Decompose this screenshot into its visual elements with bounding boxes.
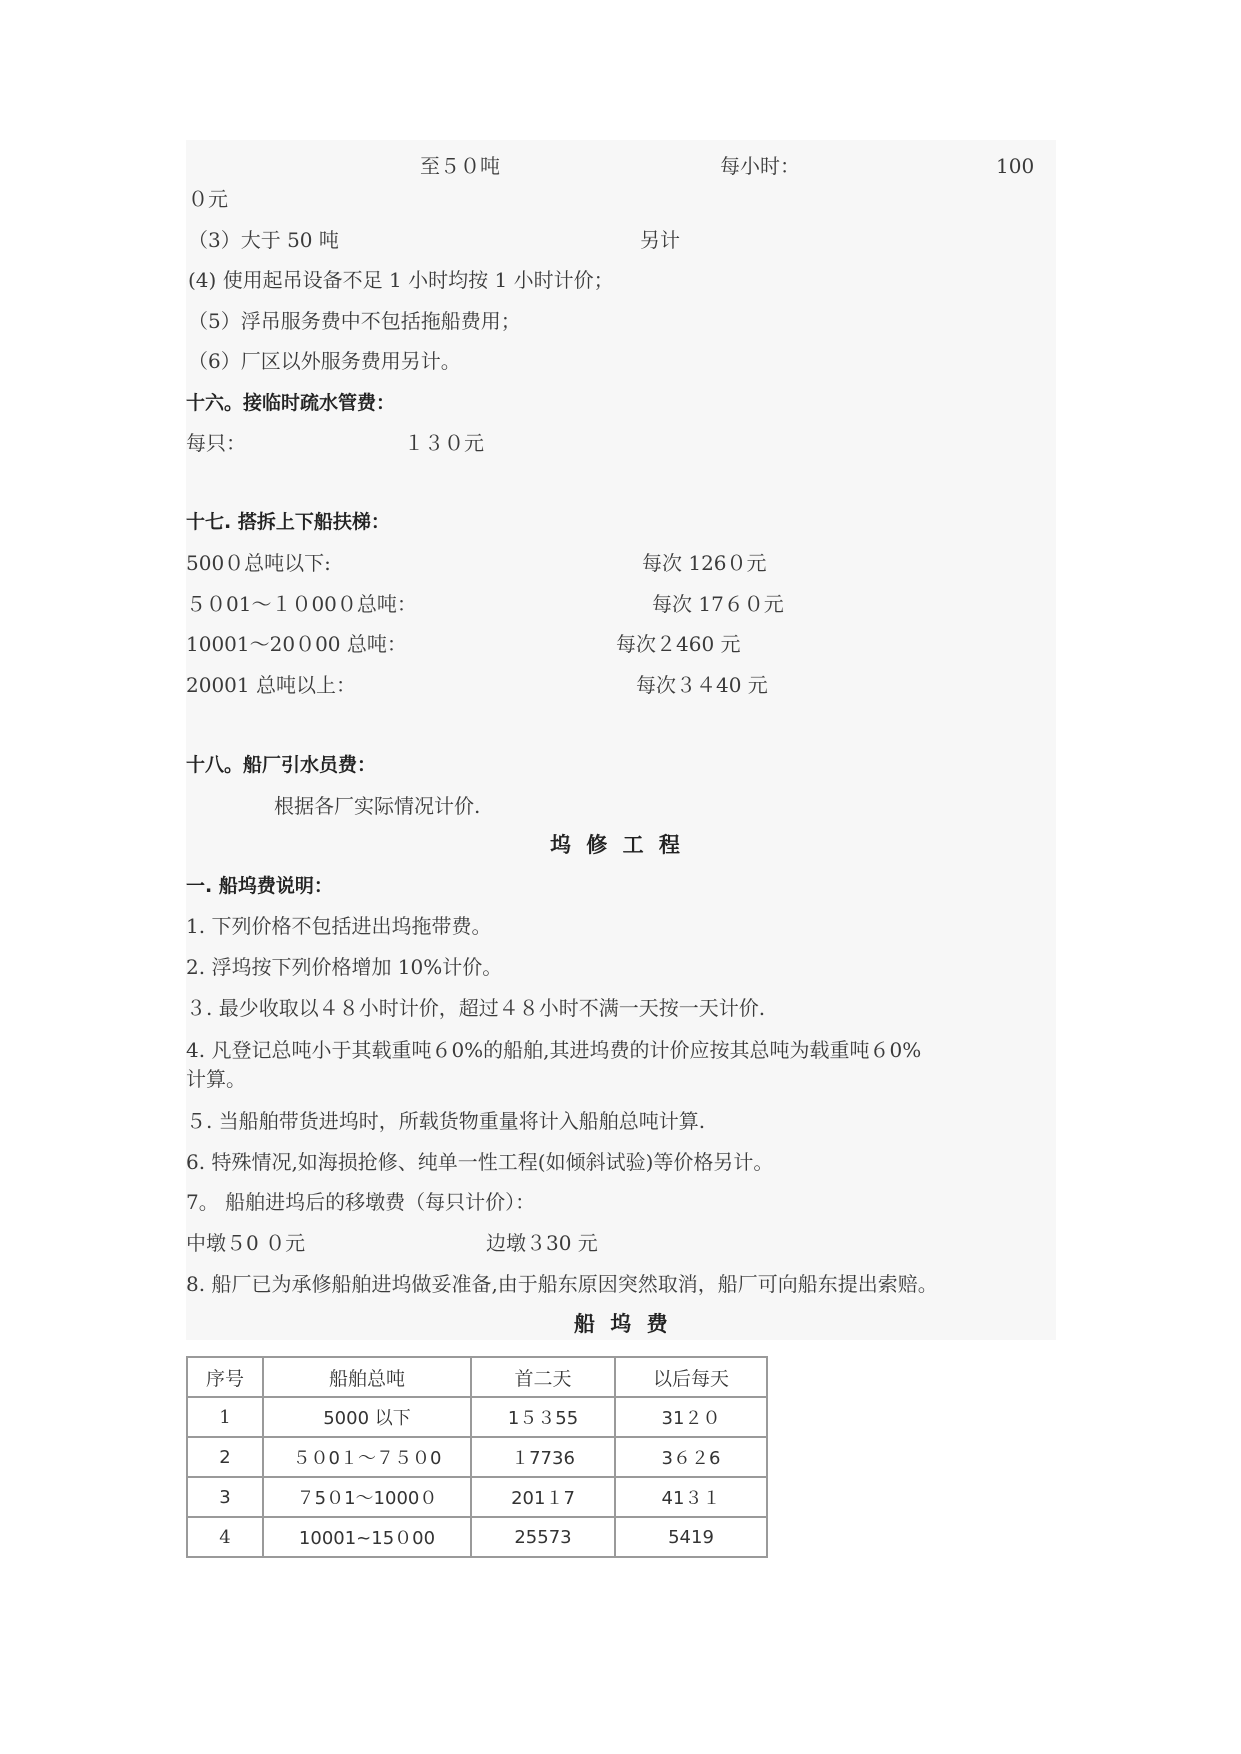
- cell-tonnage: 5000 以下: [263, 1397, 471, 1437]
- dock-fee-table-title: 船 坞 费: [574, 1312, 672, 1336]
- pilot-fee-note: 根据各厂实际情况计价.: [274, 794, 481, 818]
- cell-first-two-days: 1５３55: [471, 1397, 615, 1437]
- cell-each-day-after: 5419: [615, 1517, 767, 1557]
- cell-first-two-days: 25573: [471, 1517, 615, 1557]
- note-6: 6. 特殊情况,如海损抢修、纯单一性工程(如倾斜试验)等价格另计。: [186, 1150, 774, 1174]
- crane-line-to-50t: 至５０吨: [420, 154, 500, 178]
- crane-per-hour-label: 每小时：: [720, 154, 800, 178]
- side-block-fee: 边墩３30 元: [486, 1231, 598, 1255]
- cell-tonnage: ５０0１～７５０0: [263, 1437, 471, 1477]
- col-header-each-day-after: 以后每天: [615, 1357, 767, 1397]
- ladder-tier-3-price: 每次２460 元: [616, 632, 741, 656]
- dock-fee-explanation-heading: 一. 船坞费说明：: [186, 875, 333, 897]
- ladder-tier-2-price: 每次 17６０元: [652, 592, 784, 616]
- item-4: (4) 使用起吊设备不足 1 小时均按 1 小时计价；: [188, 268, 614, 292]
- cell-seq: 4: [187, 1517, 263, 1557]
- table-row: [187, 1437, 767, 1477]
- ladder-tier-1: 500０总吨以下:: [186, 551, 331, 575]
- cell-seq: 2: [187, 1437, 263, 1477]
- drain-pipe-label: 每只：: [186, 431, 246, 455]
- note-7: 7。 船舶进坞后的移墩费（每只计价）：: [186, 1190, 536, 1214]
- cell-seq: 3: [187, 1477, 263, 1517]
- cell-tonnage: 10001~15０00: [263, 1517, 471, 1557]
- ladder-tier-3: 10001～20０00 总吨：: [186, 632, 407, 656]
- crane-price-part1: 100: [996, 154, 1035, 178]
- table-row: [187, 1397, 767, 1437]
- section-18-heading: 十八。船厂引水员费：: [186, 754, 377, 776]
- section-17-heading: 十七. 搭拆上下船扶梯：: [186, 511, 390, 533]
- note-1: 1. 下列价格不包括进出坞拖带费。: [186, 914, 492, 938]
- cell-first-two-days: １7736: [471, 1437, 615, 1477]
- table-row: [187, 1517, 767, 1557]
- note-2: 2. 浮坞按下列价格增加 10%计价。: [186, 955, 503, 979]
- item-3-over-50t: （3）大于 50 吨: [188, 228, 339, 252]
- col-header-seq: 序号: [187, 1357, 263, 1397]
- drain-pipe-price: １３０元: [404, 431, 484, 455]
- cell-first-two-days: 201１7: [471, 1477, 615, 1517]
- middle-block-fee: 中墩５0 ０元: [186, 1231, 306, 1255]
- ladder-tier-4: 20001 总吨以上：: [186, 673, 356, 697]
- item-6: （6）厂区以外服务费用另计。: [188, 349, 461, 373]
- ladder-tier-1-price: 每次 126０元: [642, 551, 767, 575]
- ladder-tier-2: ５０01～１０00０总吨：: [186, 592, 417, 616]
- table-header-row: [187, 1357, 767, 1397]
- item-5: （5）浮吊服务费中不包括拖船费用；: [188, 309, 521, 333]
- note-4-line1: 4. 凡登记总吨小于其载重吨６0%的船舶,其进坞费的计价应按其总吨为载重吨６0%: [186, 1038, 922, 1062]
- note-5: ５. 当船舶带货进坞时，所载货物重量将计入船舶总吨计算.: [186, 1109, 706, 1133]
- col-header-gross-tonnage: 船舶总吨: [263, 1357, 471, 1397]
- note-4-line2: 计算。: [186, 1067, 246, 1091]
- cell-each-day-after: 31２０: [615, 1397, 767, 1437]
- table-row: [187, 1477, 767, 1517]
- crane-price-part2: ０元: [188, 187, 228, 211]
- dock-repair-title: 坞 修 工 程: [550, 833, 684, 857]
- note-8: 8. 船厂已为承修船舶进坞做妥准备,由于船东原因突然取消，船厂可向船东提出索赔。: [186, 1272, 938, 1296]
- note-3: ３. 最少收取以４８小时计价，超过４８小时不满一天按一天计价.: [186, 996, 766, 1020]
- cell-each-day-after: 3６２6: [615, 1437, 767, 1477]
- cell-seq: 1: [187, 1397, 263, 1437]
- cell-each-day-after: 41３１: [615, 1477, 767, 1517]
- cell-tonnage: ７5０1～1000０: [263, 1477, 471, 1517]
- section-16-heading: 十六。接临时疏水管费：: [186, 392, 396, 414]
- item-3-separate: 另计: [640, 228, 680, 252]
- col-header-first-two-days: 首二天: [471, 1357, 615, 1397]
- ladder-tier-4-price: 每次３４40 元: [636, 673, 768, 697]
- dock-fee-table: [186, 1356, 768, 1558]
